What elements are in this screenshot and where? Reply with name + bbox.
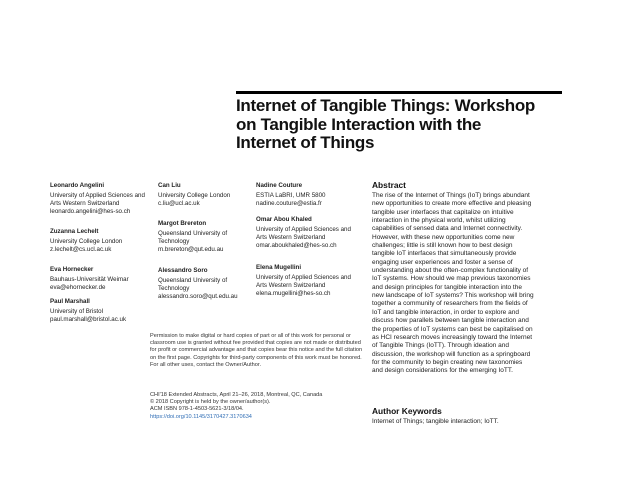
author-block <box>256 216 351 251</box>
author-block <box>256 182 325 208</box>
author-name: Leonardo Angelini <box>50 182 105 189</box>
citation-venue: CHI'18 Extended Abstracts, April 21–26, 2018, Montreal, QC, Canada <box>150 392 323 398</box>
author-affiliation: Technology <box>158 238 190 245</box>
citation-doi-link[interactable]: https://doi.org/10.1145/3170427.3170634 <box>150 413 252 420</box>
author-email[interactable]: nadine.couture@estia.fr <box>256 200 322 207</box>
abstract-line: the properties of IoT systems can best be capitalised on <box>372 325 533 333</box>
abstract-line: engaging user experiences and foster a sense of <box>372 258 513 266</box>
abstract-line: and design principles for tangible interaction into the <box>372 283 522 291</box>
author-block <box>256 264 351 299</box>
title-rule <box>236 91 562 94</box>
author-affiliation: Arts Western Switzerland <box>256 282 326 289</box>
abstract-line: new landscape of IoT systems? This workshop will bring <box>372 292 534 300</box>
abstract-line: tangible user interfaces that capitalize on intuitive <box>372 208 514 216</box>
author-affiliation: University of Applied Sciences and <box>50 191 145 199</box>
citation-block <box>150 392 365 421</box>
author-affiliation: Queensland University of <box>158 276 228 284</box>
abstract-line: However, with these new opportunities come new <box>372 233 515 241</box>
abstract-line: of Tangible Things (IoTT). Through ideation and <box>372 342 509 350</box>
abstract-line: The rise of the Internet of Things (IoT) brings abundant <box>372 192 530 199</box>
author-block <box>50 228 122 254</box>
author-block <box>158 267 238 302</box>
author-email[interactable]: c.liu@ucl.ac.uk <box>158 200 200 207</box>
abstract-line: new opportunities to create more effective and pleasing <box>372 200 532 208</box>
keywords-text: Internet of Things; tangible interaction; IoTT. <box>372 418 499 425</box>
abstract-line: as HCI research moves increasingly toward the Internet <box>372 333 533 341</box>
abstract-line: discussion, the workshop will function as a springboard <box>372 350 531 358</box>
citation-isbn: ACM ISBN 978-1-4503-5621-3/18/04. <box>150 406 244 413</box>
author-name: Zuzanna Lechelt <box>50 228 99 235</box>
citation-copyright: © 2018 Copyright is held by the owner/author(s). <box>150 399 271 406</box>
abstract-heading: Abstract <box>372 180 406 190</box>
author-name: Margot Brereton <box>158 220 207 227</box>
author-affiliation: University College London <box>158 191 231 199</box>
author-affiliation: University of Applied Sciences and <box>256 273 351 281</box>
author-affiliation: Technology <box>158 285 190 292</box>
author-name: Elena Mugellini <box>256 264 302 271</box>
author-block <box>50 298 126 324</box>
abstract-line: IoT and tangible interaction, in order to explore and <box>372 308 519 316</box>
keywords-heading: Author Keywords <box>372 406 442 416</box>
author-email[interactable]: eva@ehornecker.de <box>50 284 106 291</box>
author-name: Alessandro Soro <box>158 267 208 274</box>
author-affiliation: Bauhaus-Universität Weimar <box>50 275 129 283</box>
abstract-line: challenges; little is still known how to best design <box>372 242 513 250</box>
title-line: Internet of Tangible Things: Workshop <box>236 96 535 115</box>
author-affiliation: University of Bristol <box>50 307 103 315</box>
abstract-line: for the community to begin creating new taxonomies <box>372 358 523 366</box>
author-name: Can Liu <box>158 182 181 189</box>
author-email[interactable]: m.brereton@qut.edu.au <box>158 246 224 254</box>
author-affiliation: ESTIA LaBRI, UMR 5800 <box>256 191 326 199</box>
author-name: Paul Marshall <box>50 298 90 305</box>
author-name: Eva Hornecker <box>50 266 94 273</box>
title-line: on Tangible Interaction with the <box>236 114 482 134</box>
author-affiliation: University of Applied Sciences and <box>256 225 351 233</box>
author-block <box>158 182 230 208</box>
author-email[interactable]: z.lechelt@cs.ucl.ac.uk <box>50 246 112 253</box>
author-affiliation: University College London <box>50 237 123 245</box>
title-line: Internet of Things <box>236 133 375 152</box>
author-email[interactable]: alessandro.soro@qut.edu.au <box>158 293 238 301</box>
abstract-line: together a community of researchers from the fields of <box>372 300 528 308</box>
abstract-line: interaction in the physical world, whilst utilizing <box>372 217 506 225</box>
author-block <box>50 266 129 292</box>
abstract-line: capabilities of sensed data and Internet connectivity. <box>372 225 523 233</box>
abstract-body <box>372 192 582 376</box>
author-email[interactable]: paul.marshall@bristol.ac.uk <box>50 316 127 323</box>
permission-notice: Permission to make digital or hard copies of part or all of this work for personal or classroom use is granted without fee provided that copies are not made or distributed for profit or commercial advantage and that copies bear this notice and the full citation on the first page. Copyrights for third-party components of this work must be honored. For all other uses, contact the Owner/Author. <box>150 333 363 368</box>
abstract-line: discuss how parallels between tangible interaction and <box>372 317 529 325</box>
author-affiliation: Queensland University of <box>158 229 228 237</box>
abstract-line: tangible IoT interfaces that simultaneously provide <box>372 250 517 258</box>
author-block <box>50 182 145 217</box>
author-block <box>158 220 227 255</box>
abstract-line: understanding about the often-complex functionality of <box>372 267 529 275</box>
paper-title <box>236 97 576 153</box>
abstract-line: IoT systems. How should we map previous taxonomies <box>372 275 531 283</box>
author-name: Nadine Couture <box>256 182 303 189</box>
abstract-line: and design considerations for the emerging IoTT. <box>372 367 513 375</box>
author-email[interactable]: omar.aboukhaled@hes-so.ch <box>256 242 337 250</box>
author-name: Omar Abou Khaled <box>256 216 312 223</box>
author-affiliation: Arts Western Switzerland <box>50 200 120 207</box>
author-affiliation: Arts Western Switzerland <box>256 234 326 241</box>
author-email[interactable]: leonardo.angelini@hes-so.ch <box>50 208 131 216</box>
author-email[interactable]: elena.mugellini@hes-so.ch <box>256 290 331 298</box>
